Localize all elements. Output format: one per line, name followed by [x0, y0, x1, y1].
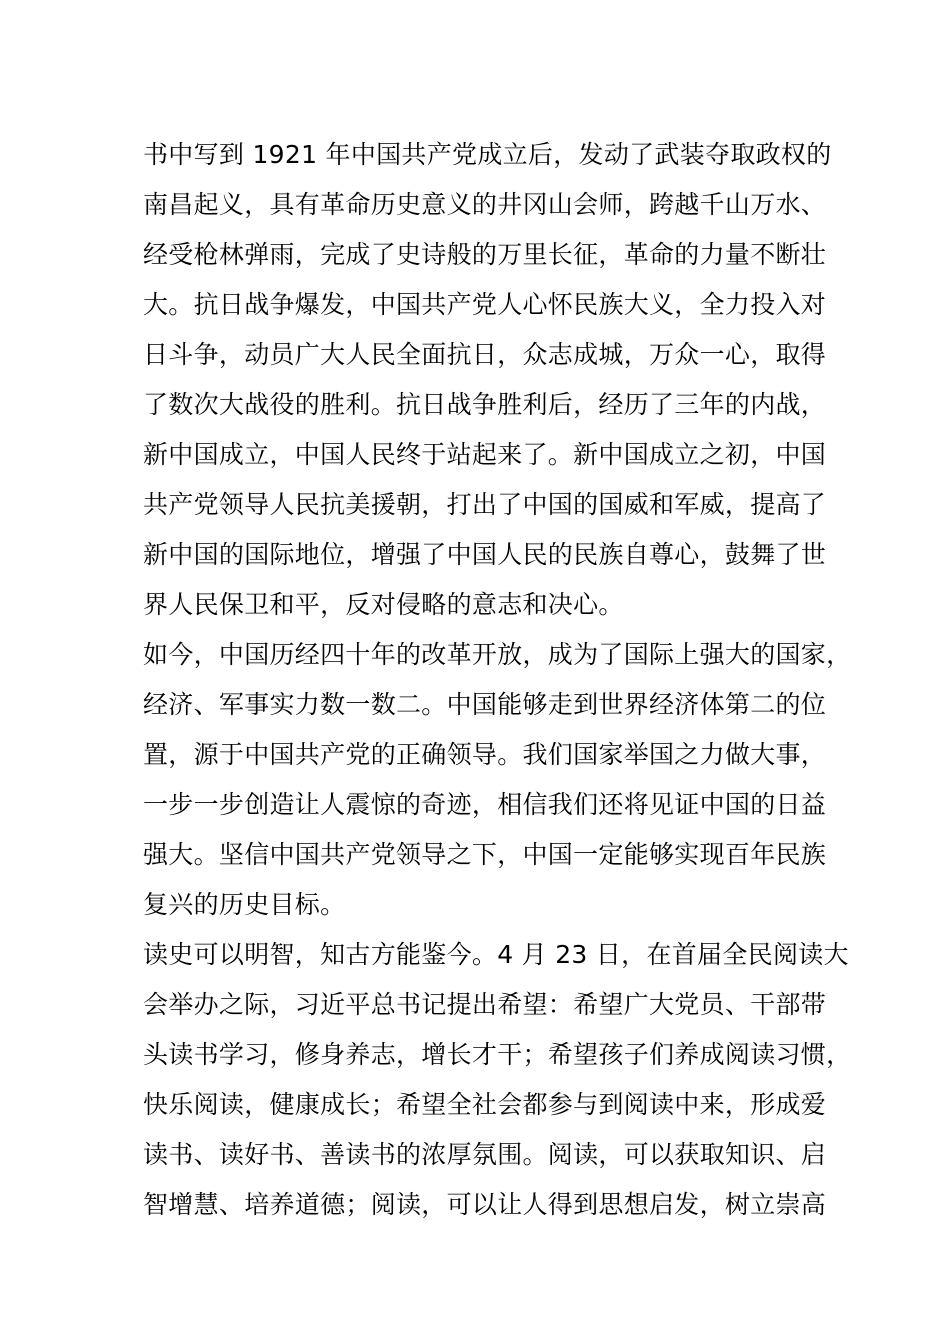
- text-line: 头读书学习，修身养志，增长才干；希望孩子们养成阅读习惯，: [143, 1040, 852, 1069]
- text-line: 了数次大战役的胜利。抗日战争胜利后，经历了三年的内战，: [143, 390, 827, 419]
- text-line: 复兴的历史目标。: [143, 890, 346, 919]
- text-line: 经济、军事实力数一数二。中国能够走到世界经济体第二的位: [143, 690, 827, 719]
- text-line: 如今，中国历经四十年的改革开放，成为了国际上强大的国家，: [143, 640, 852, 669]
- text-line: 经受枪林弹雨，完成了史诗般的万里长征，革命的力量不断壮: [143, 240, 827, 269]
- text-line: 读书、读好书、善读书的浓厚氛围。阅读，可以获取知识、启: [143, 1140, 827, 1169]
- body-text: [143, 130, 852, 1230]
- text-line: 南昌起义，具有革命历史意义的井冈山会师，跨越千山万水、: [143, 190, 827, 219]
- text-line: 界人民保卫和平，反对侵略的意志和决心。: [143, 590, 624, 619]
- text-line: 强大。坚信中国共产党领导之下，中国一定能够实现百年民族: [143, 840, 827, 869]
- text-line: 会举办之际，习近平总书记提出希望：希望广大党员、干部带: [143, 990, 827, 1019]
- text-line: 置，源于中国共产党的正确领导。我们国家举国之力做大事，: [143, 740, 827, 769]
- text-line: 智增慧、培养道德；阅读，可以让人得到思想启发，树立崇高: [143, 1190, 827, 1219]
- text-line: 共产党领导人民抗美援朝，打出了中国的国威和军威，提高了: [143, 490, 827, 519]
- text-line: 新中国成立，中国人民终于站起来了。新中国成立之初，中国: [143, 440, 827, 469]
- text-line: 大。抗日战争爆发，中国共产党人心怀民族大义，全力投入对: [143, 290, 827, 319]
- text-line: 一步一步创造让人震惊的奇迹，相信我们还将见证中国的日益: [143, 790, 827, 819]
- text-line: 新中国的国际地位，增强了中国人民的民族自尊心，鼓舞了世: [143, 540, 827, 569]
- text-line: 日斗争，动员广大人民全面抗日，众志成城，万众一心，取得: [143, 340, 827, 369]
- text-line: 书中写到 1921 年中国共产党成立后，发动了武装夺取政权的: [143, 140, 832, 169]
- text-line: 快乐阅读，健康成长；希望全社会都参与到阅读中来，形成爱: [143, 1090, 827, 1119]
- text-line: 读史可以明智，知古方能鉴今。4 月 23 日，在首届全民阅读大: [143, 940, 849, 969]
